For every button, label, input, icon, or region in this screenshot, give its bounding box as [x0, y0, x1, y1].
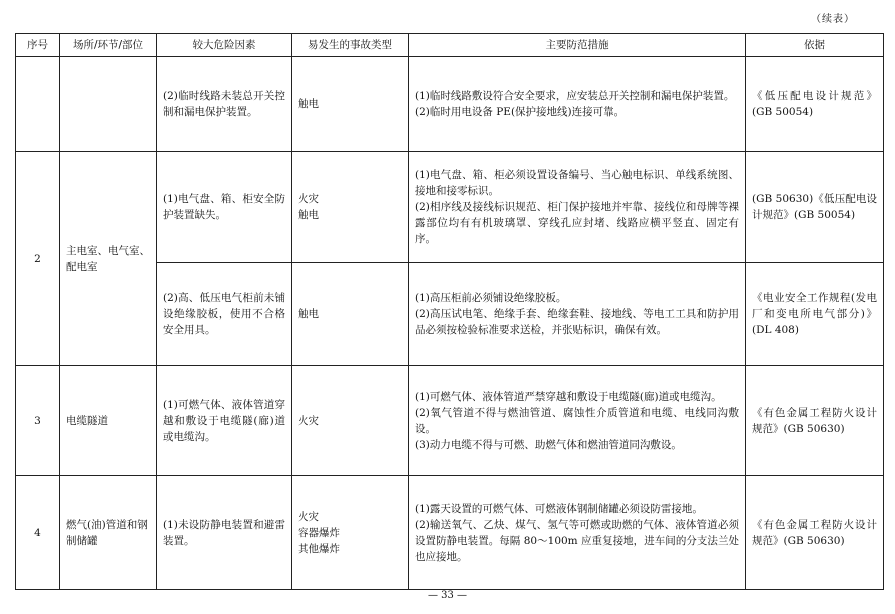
row2a-basis: (GB 50630)《低压配电设计规范》(GB 50054) — [746, 152, 884, 263]
measure-item: (2)氧气管道不得与燃油管道、腐蚀性介质管道和电缆、电线同沟敷设。 — [415, 406, 739, 435]
page-number: — 33 — — [427, 590, 468, 601]
row3-basis: 《有色金属工程防火设计规范》(GB 50630) — [746, 366, 884, 476]
accident-type: 火灾 — [298, 414, 319, 427]
measure-item: (1)高压柜前必须铺设绝缘胶板。 — [415, 292, 567, 304]
accident-type: 触电 — [298, 308, 319, 320]
measure-item: (1)露天设置的可燃气体、可燃液体钢制储罐必须设防雷接地。 — [415, 502, 703, 515]
measure-item: (2)临时用电设备 PE(保护接地线)连接可靠。 — [415, 106, 625, 118]
row4-place: 燃气(油)管道和钢制储罐 — [60, 476, 157, 590]
continued-label: （续表） — [811, 14, 855, 25]
accident-type: 触电 — [298, 209, 319, 221]
row2a-risk: (1)电气盘、箱、柜安全防护装置缺失。 — [157, 152, 292, 263]
header-place: 场所/环节/部位 — [60, 34, 157, 57]
measure-item: (3)动力电缆不得与可燃、助燃气体和燃油管道同沟敷设。 — [415, 438, 682, 451]
table-header-row — [16, 34, 884, 57]
table-row — [16, 476, 884, 590]
row1-no — [16, 57, 60, 152]
row3-risk: (1)可燃气体、液体管道穿越和敷设于电缆隧(廊)道或电缆沟。 — [157, 366, 292, 476]
header-risk: 较大危险因素 — [157, 34, 292, 57]
row2a-measures — [409, 152, 746, 263]
row1-accident — [292, 57, 409, 152]
row1-measures — [409, 57, 746, 152]
row4-measures — [409, 476, 746, 590]
row3-place: 电缆隧道 — [60, 366, 157, 476]
row4-risk: (1)未设防静电装置和避雷装置。 — [157, 476, 292, 590]
table-row — [16, 152, 884, 263]
measure-item: (1)临时线路敷设符合安全要求，应安装总开关控制和漏电保护装置。 — [415, 90, 735, 102]
row1-basis: 《低压配电设计规范》(GB 50054) — [746, 57, 884, 152]
measure-item: (2)高压试电笔、绝缘手套、绝缘套鞋、接地线、等电工工具和防护用品必须按检验标准要求送检，并张贴标识，确保有效。 — [415, 308, 739, 336]
safety-measures-table — [15, 33, 884, 590]
row2-place: 主电室、电气室、配电室 — [60, 152, 157, 366]
row3-accident — [292, 366, 409, 476]
accident-type: 火灾 — [298, 193, 319, 205]
measure-item: (1)电气盘、箱、柜必须设置设备编号、当心触电标识、单线系统图、接地和接零标识。 — [415, 169, 739, 197]
row2-no: 2 — [16, 152, 60, 366]
row2b-basis: 《电业安全工作规程(发电厂和变电所电气部分)》(DL 408) — [746, 263, 884, 366]
header-no: 序号 — [16, 34, 60, 57]
row4-no: 4 — [16, 476, 60, 590]
measure-item: (1)可燃气体、液体管道严禁穿越和敷设于电缆隧(廊)道或电缆沟。 — [415, 390, 722, 403]
header-accident: 易发生的事故类型 — [292, 34, 409, 57]
row2b-accident — [292, 263, 409, 366]
measure-item: (2)相序线及接线标识规范、柜门保护接地并牢靠、接线位和母牌等裸露部位均有有机玻璃罩、穿线孔应封堵、线路应横平竖直、固定有序。 — [415, 201, 739, 245]
row1-place — [60, 57, 157, 152]
row1-risk: (2)临时线路未装总开关控制和漏电保护装置。 — [157, 57, 292, 152]
header-measures: 主要防范措施 — [409, 34, 746, 57]
row2a-accident — [292, 152, 409, 263]
row3-no: 3 — [16, 366, 60, 476]
header-basis: 依据 — [746, 34, 884, 57]
table-row — [16, 366, 884, 476]
row4-accident — [292, 476, 409, 590]
accident-type: 容器爆炸 — [298, 526, 340, 539]
row4-basis: 《有色金属工程防火设计规范》(GB 50630) — [746, 476, 884, 590]
measure-item: (2)输送氧气、乙炔、煤气、氢气等可燃或助燃的气体、液体管道必须设置防静电装置。每隔 80～100m 应重复接地，进车间的分支法兰处也应接地。 — [415, 518, 739, 563]
accident-type: 火灾 — [298, 510, 319, 523]
table-row — [16, 57, 884, 152]
accident-type: 其他爆炸 — [298, 542, 340, 555]
row2b-measures — [409, 263, 746, 366]
row3-measures — [409, 366, 746, 476]
row2b-risk: (2)高、低压电气柜前未铺设绝缘胶板，使用不合格安全用具。 — [157, 263, 292, 366]
accident-type: 触电 — [298, 98, 319, 110]
